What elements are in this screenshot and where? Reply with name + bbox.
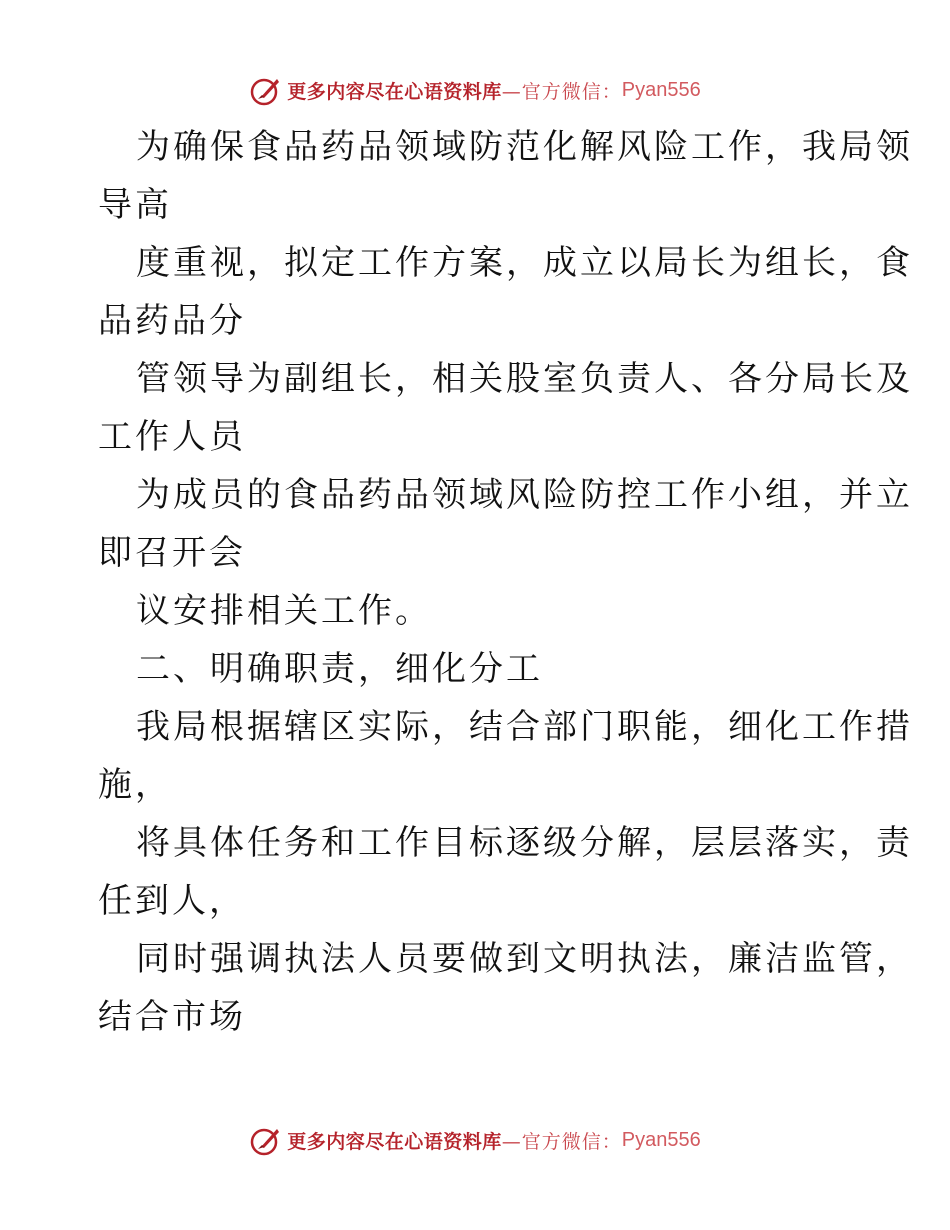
text-line: 为确保食品药品领域防范化解风险工作，我局领 bbox=[136, 127, 913, 167]
header-official-text: —官方微信： bbox=[501, 80, 622, 103]
text-line: 管领导为副组长，相关股室负责人、各分局长及 bbox=[136, 359, 913, 399]
footer-wechat-id: Pyan556 bbox=[621, 1128, 701, 1151]
footer-site-text: 更多内容尽在心语资料库 bbox=[287, 1130, 502, 1153]
footer-official-text: —官方微信： bbox=[501, 1130, 622, 1153]
quill-logo-icon bbox=[249, 73, 283, 107]
text-line: 为成员的食品药品领域风险防控工作小组，并立 bbox=[136, 475, 913, 515]
quill-logo-icon bbox=[249, 1123, 283, 1157]
text-line: 同时强调执法人员要做到文明执法，廉洁监管， bbox=[136, 939, 913, 979]
text-line: 我局根据辖区实际，结合部门职能，细化工作措 bbox=[136, 707, 913, 747]
text-line: 即召开会 bbox=[98, 533, 246, 573]
document-body bbox=[98, 118, 913, 1046]
header-site-text: 更多内容尽在心语资料库 bbox=[287, 80, 502, 103]
text-line: 议安排相关工作。 bbox=[136, 591, 432, 631]
text-line: 导高 bbox=[98, 185, 172, 225]
footer-watermark bbox=[0, 1120, 950, 1160]
text-line: 工作人员 bbox=[98, 417, 246, 457]
text-line: 任到人， bbox=[98, 881, 246, 921]
text-line: 品药品分 bbox=[98, 301, 246, 341]
text-line: 度重视，拟定工作方案，成立以局长为组长，食 bbox=[136, 243, 913, 283]
section-heading: 二、明确职责，细化分工 bbox=[136, 649, 543, 689]
text-line: 结合市场 bbox=[98, 997, 246, 1037]
header-wechat-id: Pyan556 bbox=[621, 78, 701, 101]
text-line: 将具体任务和工作目标逐级分解，层层落实，责 bbox=[136, 823, 913, 863]
header-watermark bbox=[0, 70, 950, 110]
text-line: 施， bbox=[98, 765, 172, 805]
